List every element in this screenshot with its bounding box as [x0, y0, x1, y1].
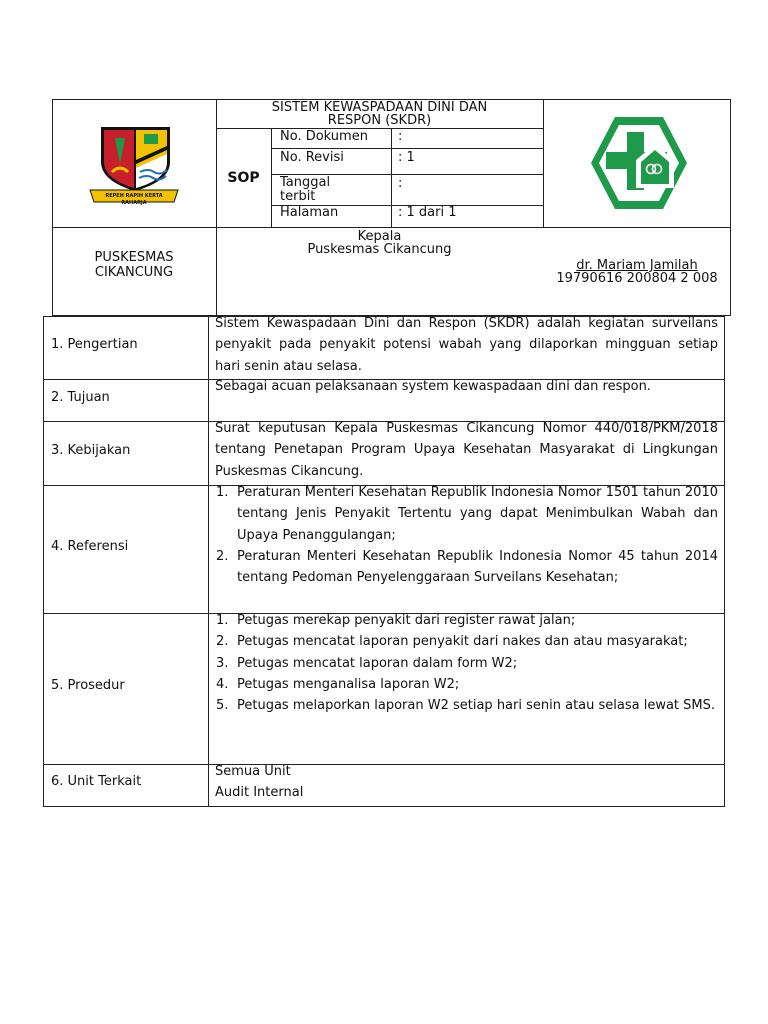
health-cross-icon [588, 114, 690, 212]
list-item-text: Petugas melaporkan laporan W2 setiap hari senin atau selasa lewat SMS. [237, 698, 716, 714]
field-value-no-revisi: : 1 [398, 150, 415, 165]
field-value-no-dokumen: : [398, 129, 403, 144]
field-label-tanggal-terbit: Tanggal terbit [280, 175, 331, 204]
header-divider [391, 128, 392, 227]
list-item [215, 674, 718, 695]
list-item-number: 2. [216, 548, 229, 564]
list-item-number: 1. [216, 613, 229, 628]
puskesmas-logo [588, 114, 690, 212]
section-label-tujuan: 2. Tujuan [51, 390, 110, 405]
section-label-referensi: 4. Referensi [51, 539, 129, 554]
signer-nip: 19790616 200804 2 008 [556, 271, 718, 286]
list-item [215, 482, 718, 546]
sop-label: SOP [227, 170, 260, 186]
list-item-number: 4. [216, 676, 229, 692]
field-value-tanggal-terbit: : [398, 176, 403, 191]
list-item [215, 610, 718, 631]
list-item-text: Petugas merekap penyakit dari register rawat jalan; [237, 613, 576, 628]
unit-line: Semua Unit [215, 764, 291, 779]
header-divider [52, 227, 731, 228]
logo-motto: REPEH RAPIH KERTA RAHARJA [105, 193, 163, 206]
section-text-tujuan: Sebagai acuan pelaksanaan system kewaspadaan dini dan respon. [215, 379, 651, 394]
header-divider [543, 99, 544, 227]
kepala-line1: Kepala [357, 229, 402, 244]
prosedur-list [215, 610, 718, 716]
header-divider [271, 148, 543, 149]
header-divider [216, 99, 217, 316]
list-item-text: Petugas menganalisa laporan W2; [237, 676, 460, 692]
list-item-text: Petugas mencatat laporan dalam form W2; [237, 655, 518, 671]
section-label-unit-terkait: 6. Unit Terkait [51, 774, 142, 789]
section-text-pengertian: Sistem Kewaspadaan Dini dan Respon (SKDR) adalah kegiatan surveilans penyakit pada penyakit potensi wabah yang dilaporkan mingguan setiap hari senin atau selasa. [215, 316, 718, 374]
referensi-list [215, 482, 718, 588]
list-item-text: Peraturan Menteri Kesehatan Republik Indonesia Nomor 1501 tahun 2010 tentang Jenis Penyakit Tertentu yang dapat Menimbulkan Wabah dan Upaya Penanggulangan; [237, 485, 718, 543]
content-divider [208, 316, 209, 807]
header-divider [271, 128, 272, 227]
list-item-number: 3. [216, 655, 229, 671]
list-item-number: 2. [216, 634, 229, 650]
document-title-line2: RESPON (SKDR) [327, 113, 432, 128]
section-text-kebijakan: Surat keputusan Kepala Puskesmas Cikancung Nomor 440/018/PKM/2018 tentang Penetapan Program Upaya Kesehatan Masyarakat di Lingkungan Puskesmas Cikancung. [215, 421, 718, 479]
header-divider [216, 128, 543, 129]
list-item-text: Petugas mencatat laporan penyakit dari nakes dan atau masyarakat; [237, 634, 688, 650]
section-label-pengertian: 1. Pengertian [51, 337, 138, 352]
signer-name: dr. Mariam Jamilah [576, 258, 698, 273]
regency-logo [84, 124, 184, 206]
document-title-line1: SISTEM KEWASPADAAN DINI DAN [271, 100, 488, 115]
list-item [215, 546, 718, 589]
org-name: PUSKESMAS CIKANCUNG [94, 250, 174, 280]
list-item [215, 695, 718, 716]
list-item-number: 5. [216, 698, 229, 714]
section-label-prosedur: 5. Prosedur [51, 678, 125, 693]
section-label-kebijakan: 3. Kebijakan [51, 443, 131, 458]
list-item [215, 653, 718, 674]
unit-terkait-lines [215, 761, 718, 804]
field-label-no-dokumen: No. Dokumen [280, 129, 368, 144]
list-item [215, 631, 718, 652]
kepala-line2: Puskesmas Cikancung [307, 242, 452, 257]
field-label-halaman: Halaman [280, 205, 339, 220]
field-label-no-revisi: No. Revisi [280, 150, 344, 165]
unit-line: Audit Internal [215, 785, 304, 801]
list-item-number: 1. [216, 485, 229, 500]
field-value-halaman: : 1 dari 1 [398, 205, 457, 220]
list-item-text: Peraturan Menteri Kesehatan Republik Indonesia Nomor 45 tahun 2014 tentang Pedoman Penyelenggaraan Surveilans Kesehatan; [237, 548, 718, 586]
